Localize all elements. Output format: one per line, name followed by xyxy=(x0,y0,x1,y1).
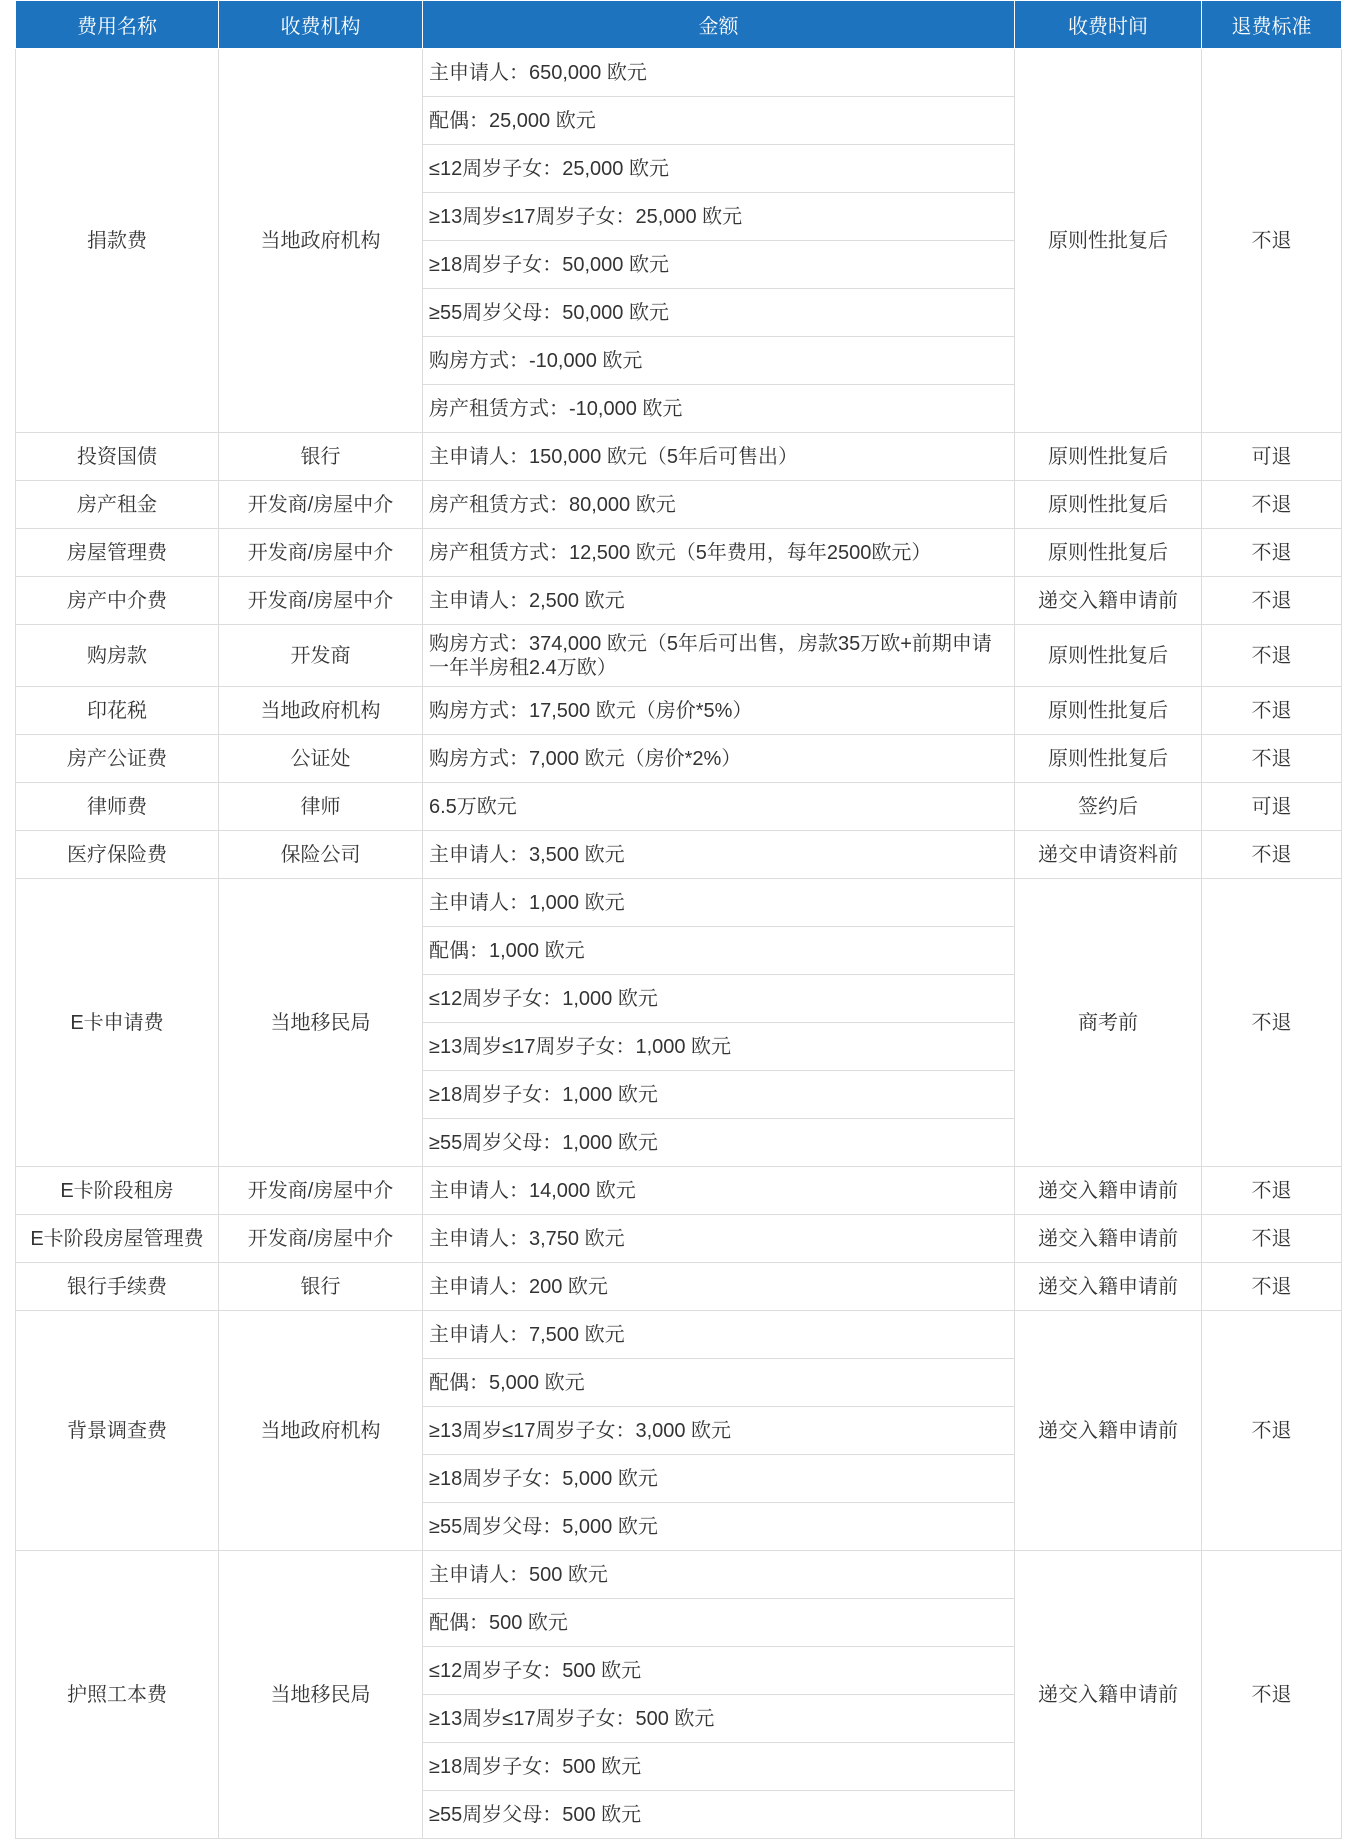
collection-time-cell: 递交入籍申请前 xyxy=(1015,1167,1202,1215)
table-row xyxy=(16,1311,1342,1359)
collecting-agency-cell: 当地政府机构 xyxy=(219,687,423,735)
amount-cell: ≤12周岁子女：25,000 欧元 xyxy=(423,145,1015,193)
fee-name-cell: E卡申请费 xyxy=(16,879,219,1167)
table-row xyxy=(16,879,1342,927)
table-row xyxy=(16,49,1342,97)
amount-cell: ≥18周岁子女：500 欧元 xyxy=(423,1743,1015,1791)
amount-cell: ≥18周岁子女：1,000 欧元 xyxy=(423,1071,1015,1119)
refund-policy-cell: 不退 xyxy=(1202,1215,1342,1263)
refund-policy-cell: 不退 xyxy=(1202,577,1342,625)
amount-cell: ≥13周岁≤17周岁子女：500 欧元 xyxy=(423,1695,1015,1743)
table-body xyxy=(16,49,1342,1839)
collection-time-cell: 递交申请资料前 xyxy=(1015,831,1202,879)
table-row xyxy=(16,735,1342,783)
amount-cell: 主申请人：200 欧元 xyxy=(423,1263,1015,1311)
amount-cell: 主申请人：650,000 欧元 xyxy=(423,49,1015,97)
amount-cell: 配偶：5,000 欧元 xyxy=(423,1359,1015,1407)
collection-time-cell: 原则性批复后 xyxy=(1015,529,1202,577)
table-row xyxy=(16,1167,1342,1215)
fee-name-cell: 医疗保险费 xyxy=(16,831,219,879)
table-row xyxy=(16,1263,1342,1311)
refund-policy-cell: 可退 xyxy=(1202,433,1342,481)
header-collecting-agency: 收费机构 xyxy=(219,1,423,49)
amount-cell: 主申请人：3,500 欧元 xyxy=(423,831,1015,879)
fee-name-cell: 印花税 xyxy=(16,687,219,735)
fee-name-cell: 房产公证费 xyxy=(16,735,219,783)
table-row xyxy=(16,577,1342,625)
refund-policy-cell: 不退 xyxy=(1202,1311,1342,1551)
collection-time-cell: 递交入籍申请前 xyxy=(1015,1263,1202,1311)
amount-cell: ≥55周岁父母：1,000 欧元 xyxy=(423,1119,1015,1167)
collecting-agency-cell: 银行 xyxy=(219,433,423,481)
fee-name-cell: 投资国债 xyxy=(16,433,219,481)
table-row xyxy=(16,529,1342,577)
amount-cell: ≥55周岁父母：50,000 欧元 xyxy=(423,289,1015,337)
collection-time-cell: 原则性批复后 xyxy=(1015,625,1202,687)
amount-cell: 房产租赁方式：12,500 欧元（5年费用，每年2500欧元） xyxy=(423,529,1015,577)
amount-cell: 主申请人：7,500 欧元 xyxy=(423,1311,1015,1359)
fee-name-cell: 银行手续费 xyxy=(16,1263,219,1311)
refund-policy-cell: 不退 xyxy=(1202,529,1342,577)
header-refund-policy: 退费标准 xyxy=(1202,1,1342,49)
refund-policy-cell: 不退 xyxy=(1202,1167,1342,1215)
fee-table-container xyxy=(15,0,1341,1839)
fee-name-cell: 房产租金 xyxy=(16,481,219,529)
collection-time-cell: 递交入籍申请前 xyxy=(1015,1311,1202,1551)
amount-cell: ≥13周岁≤17周岁子女：1,000 欧元 xyxy=(423,1023,1015,1071)
amount-cell: ≥18周岁子女：5,000 欧元 xyxy=(423,1455,1015,1503)
table-row xyxy=(16,687,1342,735)
amount-cell: 购房方式：7,000 欧元（房价*2%） xyxy=(423,735,1015,783)
table-row xyxy=(16,433,1342,481)
collecting-agency-cell: 开发商/房屋中介 xyxy=(219,1167,423,1215)
collecting-agency-cell: 当地移民局 xyxy=(219,879,423,1167)
amount-cell: 房产租赁方式：-10,000 欧元 xyxy=(423,385,1015,433)
fee-name-cell: 律师费 xyxy=(16,783,219,831)
table-row xyxy=(16,1215,1342,1263)
fee-name-cell: 房产中介费 xyxy=(16,577,219,625)
fee-name-cell: 房屋管理费 xyxy=(16,529,219,577)
amount-cell: ≥55周岁父母：5,000 欧元 xyxy=(423,1503,1015,1551)
header-collection-time: 收费时间 xyxy=(1015,1,1202,49)
collecting-agency-cell: 当地移民局 xyxy=(219,1551,423,1839)
amount-cell: 主申请人：1,000 欧元 xyxy=(423,879,1015,927)
fee-table xyxy=(15,0,1342,1839)
amount-cell: 主申请人：14,000 欧元 xyxy=(423,1167,1015,1215)
collecting-agency-cell: 银行 xyxy=(219,1263,423,1311)
collecting-agency-cell: 公证处 xyxy=(219,735,423,783)
table-header-row xyxy=(16,1,1342,49)
collecting-agency-cell: 开发商/房屋中介 xyxy=(219,577,423,625)
header-fee-name: 费用名称 xyxy=(16,1,219,49)
collecting-agency-cell: 保险公司 xyxy=(219,831,423,879)
refund-policy-cell: 不退 xyxy=(1202,831,1342,879)
amount-cell: ≤12周岁子女：500 欧元 xyxy=(423,1647,1015,1695)
collection-time-cell: 递交入籍申请前 xyxy=(1015,1551,1202,1839)
collection-time-cell: 原则性批复后 xyxy=(1015,49,1202,433)
table-row xyxy=(16,783,1342,831)
refund-policy-cell: 不退 xyxy=(1202,735,1342,783)
fee-name-cell: 购房款 xyxy=(16,625,219,687)
refund-policy-cell: 不退 xyxy=(1202,687,1342,735)
fee-name-cell: E卡阶段房屋管理费 xyxy=(16,1215,219,1263)
refund-policy-cell: 不退 xyxy=(1202,879,1342,1167)
table-row xyxy=(16,831,1342,879)
collection-time-cell: 递交入籍申请前 xyxy=(1015,577,1202,625)
amount-cell: ≥55周岁父母：500 欧元 xyxy=(423,1791,1015,1839)
refund-policy-cell: 不退 xyxy=(1202,1263,1342,1311)
refund-policy-cell: 不退 xyxy=(1202,1551,1342,1839)
collection-time-cell: 原则性批复后 xyxy=(1015,687,1202,735)
refund-policy-cell: 不退 xyxy=(1202,481,1342,529)
amount-cell: 购房方式：374,000 欧元（5年后可出售，房款35万欧+前期申请一年半房租2.4万欧） xyxy=(423,625,1015,687)
amount-cell: ≥13周岁≤17周岁子女：25,000 欧元 xyxy=(423,193,1015,241)
amount-cell: 主申请人：2,500 欧元 xyxy=(423,577,1015,625)
collecting-agency-cell: 当地政府机构 xyxy=(219,1311,423,1551)
table-row xyxy=(16,625,1342,687)
collection-time-cell: 原则性批复后 xyxy=(1015,433,1202,481)
amount-cell: 6.5万欧元 xyxy=(423,783,1015,831)
collecting-agency-cell: 开发商 xyxy=(219,625,423,687)
collecting-agency-cell: 开发商/房屋中介 xyxy=(219,481,423,529)
amount-cell: 主申请人：500 欧元 xyxy=(423,1551,1015,1599)
table-row xyxy=(16,1551,1342,1599)
collecting-agency-cell: 当地政府机构 xyxy=(219,49,423,433)
amount-cell: 配偶：500 欧元 xyxy=(423,1599,1015,1647)
amount-cell: 房产租赁方式：80,000 欧元 xyxy=(423,481,1015,529)
collecting-agency-cell: 开发商/房屋中介 xyxy=(219,1215,423,1263)
collecting-agency-cell: 开发商/房屋中介 xyxy=(219,529,423,577)
collection-time-cell: 递交入籍申请前 xyxy=(1015,1215,1202,1263)
amount-cell: 购房方式：17,500 欧元（房价*5%） xyxy=(423,687,1015,735)
header-amount: 金额 xyxy=(423,1,1015,49)
fee-name-cell: 背景调查费 xyxy=(16,1311,219,1551)
fee-name-cell: E卡阶段租房 xyxy=(16,1167,219,1215)
amount-cell: ≥13周岁≤17周岁子女：3,000 欧元 xyxy=(423,1407,1015,1455)
collection-time-cell: 商考前 xyxy=(1015,879,1202,1167)
amount-cell: 配偶：25,000 欧元 xyxy=(423,97,1015,145)
amount-cell: 配偶：1,000 欧元 xyxy=(423,927,1015,975)
collection-time-cell: 原则性批复后 xyxy=(1015,481,1202,529)
collection-time-cell: 签约后 xyxy=(1015,783,1202,831)
collection-time-cell: 原则性批复后 xyxy=(1015,735,1202,783)
refund-policy-cell: 不退 xyxy=(1202,625,1342,687)
amount-cell: ≤12周岁子女：1,000 欧元 xyxy=(423,975,1015,1023)
collecting-agency-cell: 律师 xyxy=(219,783,423,831)
amount-cell: 购房方式：-10,000 欧元 xyxy=(423,337,1015,385)
fee-name-cell: 捐款费 xyxy=(16,49,219,433)
table-row xyxy=(16,481,1342,529)
amount-cell: ≥18周岁子女：50,000 欧元 xyxy=(423,241,1015,289)
refund-policy-cell: 可退 xyxy=(1202,783,1342,831)
fee-name-cell: 护照工本费 xyxy=(16,1551,219,1839)
refund-policy-cell: 不退 xyxy=(1202,49,1342,433)
amount-cell: 主申请人：3,750 欧元 xyxy=(423,1215,1015,1263)
amount-cell: 主申请人：150,000 欧元（5年后可售出） xyxy=(423,433,1015,481)
